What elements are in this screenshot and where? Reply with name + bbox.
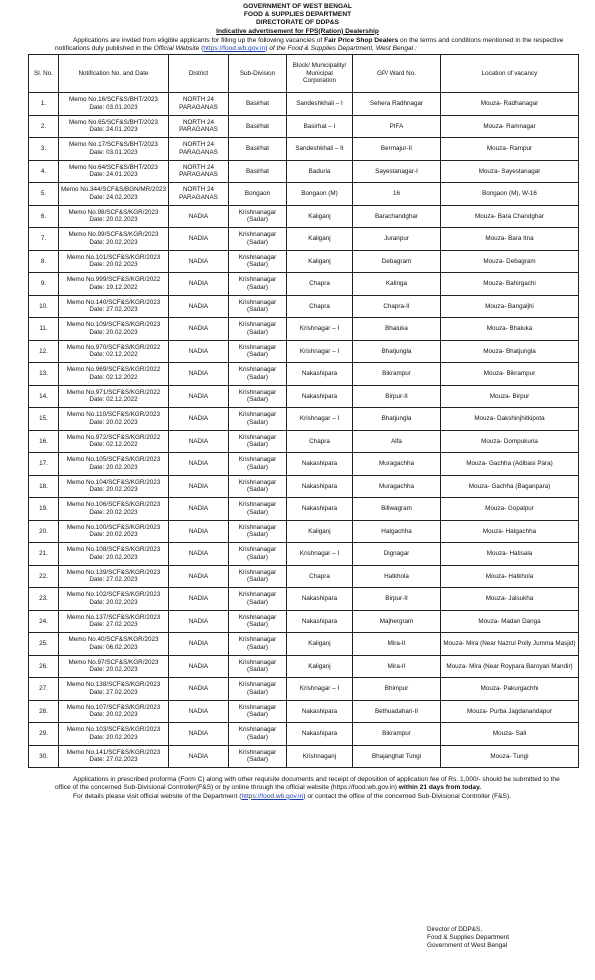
cell-district: NADIA	[169, 520, 229, 543]
cell-block: Nakashipara	[287, 363, 353, 386]
cell-notification: Memo No.107/SCF&S/KGR/2023 Date: 20.02.2023	[59, 700, 169, 723]
cell-sl-no: 4.	[29, 160, 59, 183]
cell-gp-ward: Alfa	[353, 430, 441, 453]
cell-sl-no: 1.	[29, 93, 59, 116]
cell-notification: Memo No.140/SCF&S/KGR/2023 Date: 27.02.2023	[59, 295, 169, 318]
cell-sl-no: 28.	[29, 700, 59, 723]
cell-district: NADIA	[169, 363, 229, 386]
cell-sub-division: Krishnanagar (Sadar)	[229, 228, 287, 251]
table-row	[29, 588, 579, 611]
cell-block: Sandeshkhali – II	[287, 138, 353, 161]
signature-title: Director of DDP&S,	[427, 926, 483, 933]
cell-sl-no: 10.	[29, 295, 59, 318]
cell-district: NADIA	[169, 295, 229, 318]
cell-district: NORTH 24 PARAGANAS	[169, 138, 229, 161]
cell-gp-ward: Bhatjungla	[353, 340, 441, 363]
cell-district: NADIA	[169, 228, 229, 251]
website-link[interactable]: https://food.wb.gov.in	[203, 45, 266, 53]
cell-block: Nakashipara	[287, 700, 353, 723]
cell-district: NADIA	[169, 633, 229, 656]
cell-sub-division: Krishnanagar (Sadar)	[229, 745, 287, 768]
cell-district: NADIA	[169, 610, 229, 633]
cell-location: Mouza- Bangaljhi	[441, 295, 579, 318]
cell-sl-no: 17.	[29, 453, 59, 476]
cell-notification: Memo No.970/SCF&S/KGR/2022 Date: 02.12.2022	[59, 340, 169, 363]
cell-location: Mouza- Mira (Near Roypara Baroyari Mandir)	[441, 655, 579, 678]
cell-gp-ward: Juranpur	[353, 228, 441, 251]
cell-sub-division: Basirhat	[229, 160, 287, 183]
cell-location: Mouza- Sali	[441, 723, 579, 746]
cell-sub-division: Krishnanagar (Sadar)	[229, 610, 287, 633]
footer-website-link[interactable]: https://food.wb.gov.in	[241, 792, 304, 800]
cell-sub-division: Krishnanagar (Sadar)	[229, 205, 287, 228]
cell-notification: Memo No.64/SCF&S/BHT/2023 Date: 24.01.2023	[59, 160, 169, 183]
cell-gp-ward: Bhatjungla	[353, 408, 441, 431]
cell-notification: Memo No.137/SCF&S/KGR/2023 Date: 27.02.2023	[59, 610, 169, 633]
cell-district: NADIA	[169, 543, 229, 566]
cell-notification: Memo No.97/SCF&S/KGR/2023 Date: 20.02.2023	[59, 655, 169, 678]
cell-block: Krishnaganj	[287, 745, 353, 768]
cell-sl-no: 29.	[29, 723, 59, 746]
header-department: FOOD & SUPPLIES DEPARTMENT	[243, 11, 352, 19]
cell-notification: Memo No.65/SCF&S/BHT/2023 Date: 24.01.2023	[59, 115, 169, 138]
cell-district: NORTH 24 PARAGANAS	[169, 183, 229, 206]
cell-notification: Memo No.344/SCF&S/BGN/MR/2023 Date: 24.02.2023	[59, 183, 169, 206]
cell-sub-division: Krishnanagar (Sadar)	[229, 475, 287, 498]
table-row	[29, 273, 579, 296]
cell-location: Mouza- Ramnagar	[441, 115, 579, 138]
cell-block: Nakashipara	[287, 588, 353, 611]
cell-notification: Memo No.141/SCF&S/KGR/2023 Date: 27.02.2023	[59, 745, 169, 768]
table-row	[29, 498, 579, 521]
cell-location: Mouza- Hatisala	[441, 543, 579, 566]
cell-sub-division: Krishnanagar (Sadar)	[229, 453, 287, 476]
cell-block: Kaliganj	[287, 633, 353, 656]
cell-district: NADIA	[169, 498, 229, 521]
cell-notification: Memo No.104/SCF&S/KGR/2023 Date: 20.02.2023	[59, 475, 169, 498]
header-title: Indicative advertisement for FPS(Ration) Dealership	[216, 27, 379, 35]
cell-sub-division: Krishnanagar (Sadar)	[229, 678, 287, 701]
cell-block: Kaliganj	[287, 205, 353, 228]
cell-location: Mouza- Hatkhola	[441, 565, 579, 588]
cell-block: Chapra	[287, 273, 353, 296]
cell-notification: Memo No.138/SCF&S/KGR/2023 Date: 27.02.2023	[59, 678, 169, 701]
col-header-sub-division: Sub-Division	[229, 55, 287, 93]
cell-block: Kaliganj	[287, 250, 353, 273]
cell-notification: Memo No.40/SCF&S/KGR/2023 Date: 06.02.2023	[59, 633, 169, 656]
cell-sub-division: Krishnanagar (Sadar)	[229, 318, 287, 341]
cell-block: Chapra	[287, 295, 353, 318]
cell-sub-division: Krishnanagar (Sadar)	[229, 543, 287, 566]
cell-block: Krishnagar – I	[287, 678, 353, 701]
cell-district: NADIA	[169, 205, 229, 228]
cell-district: NADIA	[169, 565, 229, 588]
table-row	[29, 723, 579, 746]
cell-sl-no: 9.	[29, 273, 59, 296]
cell-sub-division: Krishnanagar (Sadar)	[229, 498, 287, 521]
cell-block: Chapra	[287, 430, 353, 453]
cell-gp-ward: Bethuadahari-II	[353, 700, 441, 723]
cell-sl-no: 27.	[29, 678, 59, 701]
table-row	[29, 745, 579, 768]
cell-gp-ward: Sehera Radhnagar	[353, 93, 441, 116]
cell-notification: Memo No.105/SCF&S/KGR/2023 Date: 20.02.2023	[59, 453, 169, 476]
cell-location: Mouza- Madan Danga	[441, 610, 579, 633]
document-header	[0, 0, 595, 36]
cell-district: NADIA	[169, 318, 229, 341]
cell-sl-no: 14.	[29, 385, 59, 408]
cell-district: NADIA	[169, 678, 229, 701]
cell-location: Mouza- Tungi	[441, 745, 579, 768]
cell-sl-no: 18.	[29, 475, 59, 498]
table-body	[29, 93, 579, 768]
cell-block: Kaliganj	[287, 228, 353, 251]
cell-sl-no: 24.	[29, 610, 59, 633]
cell-gp-ward: Barachandghar	[353, 205, 441, 228]
cell-block: Krishnagar – I	[287, 318, 353, 341]
cell-notification: Memo No.999/SCF&S/KGR/2022 Date: 19.12.2022	[59, 273, 169, 296]
cell-sub-division: Krishnanagar (Sadar)	[229, 633, 287, 656]
footer-paragraph-1: Applications in prescribed proforma (Form C) along with other requisite documents and receipt of deposition of application fee of Rs. 1,000/- should be submitted to the office of the concerned Sub-Divisional Controller(F&S) or by online through the official website (https://food.wb.gov.in) within 21 days from today.	[55, 776, 560, 792]
cell-sl-no: 22.	[29, 565, 59, 588]
table-row	[29, 700, 579, 723]
table-row	[29, 633, 579, 656]
table-row	[29, 430, 579, 453]
table-row	[29, 363, 579, 386]
cell-sl-no: 2.	[29, 115, 59, 138]
cell-sl-no: 26.	[29, 655, 59, 678]
cell-location: Mouza- Bahirgachi	[441, 273, 579, 296]
cell-gp-ward: Sayestanagar-I	[353, 160, 441, 183]
cell-block: Kaliganj	[287, 655, 353, 678]
cell-sub-division: Bongaon	[229, 183, 287, 206]
cell-sub-division: Krishnanagar (Sadar)	[229, 408, 287, 431]
cell-gp-ward: PIFA	[353, 115, 441, 138]
cell-gp-ward: Birpur-II	[353, 385, 441, 408]
cell-district: NORTH 24 PARAGANAS	[169, 160, 229, 183]
cell-notification: Memo No.108/SCF&S/KGR/2023 Date: 20.02.2023	[59, 543, 169, 566]
cell-sub-division: Krishnanagar (Sadar)	[229, 430, 287, 453]
signature-government: Government of West Bengal	[427, 942, 508, 949]
cell-gp-ward: Birpur-II	[353, 588, 441, 611]
cell-notification: Memo No.109/SCF&S/KGR/2023 Date: 20.02.2023	[59, 318, 169, 341]
cell-notification: Memo No.139/SCF&S/KGR/2023 Date: 27.02.2023	[59, 565, 169, 588]
footer-paragraph-2: For details please visit official website of the Department (https://food.wb.gov.in) or contact the office of the concerned Sub-Divisional Controller (F&S).	[73, 792, 511, 800]
cell-district: NADIA	[169, 408, 229, 431]
cell-district: NADIA	[169, 453, 229, 476]
table-row	[29, 610, 579, 633]
cell-location: Mouza- Rampur	[441, 138, 579, 161]
cell-district: NORTH 24 PARAGANAS	[169, 115, 229, 138]
cell-sl-no: 30.	[29, 745, 59, 768]
cell-location: Mouza- Pakurgachhi	[441, 678, 579, 701]
cell-sub-division: Basirhat	[229, 115, 287, 138]
cell-gp-ward: Hatkhola	[353, 565, 441, 588]
cell-gp-ward: Muragachha	[353, 475, 441, 498]
cell-location: Mouza- Gachha (Baganpara)	[441, 475, 579, 498]
cell-location: Mouza- Mira (Near Nazrul Polly Jumma Masjid)	[441, 633, 579, 656]
cell-sub-division: Basirhat	[229, 93, 287, 116]
cell-notification: Memo No.101/SCF&S/KGR/2023 Date: 20.02.2023	[59, 250, 169, 273]
cell-sub-division: Krishnanagar (Sadar)	[229, 273, 287, 296]
cell-notification: Memo No.103/SCF&S/KGR/2023 Date: 20.02.2023	[59, 723, 169, 746]
cell-location: Mouza- Hatgachha	[441, 520, 579, 543]
cell-sl-no: 5.	[29, 183, 59, 206]
cell-block: Kaliganj	[287, 520, 353, 543]
cell-sl-no: 19.	[29, 498, 59, 521]
col-header-sl-no: Sl. No.	[29, 55, 59, 93]
cell-district: NADIA	[169, 655, 229, 678]
cell-location: Mouza- Bara Itna	[441, 228, 579, 251]
col-header-location: Location of vacancy	[441, 55, 579, 93]
cell-sub-division: Krishnanagar (Sadar)	[229, 340, 287, 363]
table-row	[29, 520, 579, 543]
cell-block: Bongaon (M)	[287, 183, 353, 206]
cell-gp-ward: Hatgachha	[353, 520, 441, 543]
table-row	[29, 318, 579, 341]
table-row	[29, 655, 579, 678]
cell-gp-ward: Mira-II	[353, 633, 441, 656]
cell-location: Mouza- Gopalpur	[441, 498, 579, 521]
cell-sl-no: 16.	[29, 430, 59, 453]
cell-notification: Memo No.16/SCF&S/BHT/2023 Date: 03.01.2023	[59, 93, 169, 116]
cell-sub-division: Krishnanagar (Sadar)	[229, 588, 287, 611]
cell-district: NADIA	[169, 340, 229, 363]
table-row	[29, 295, 579, 318]
cell-sub-division: Krishnanagar (Sadar)	[229, 520, 287, 543]
cell-sl-no: 23.	[29, 588, 59, 611]
cell-location: Mouza- Dakshinjhitkipota	[441, 408, 579, 431]
header-government: GOVERNMENT OF WEST BENGAL	[243, 3, 352, 10]
cell-district: NADIA	[169, 273, 229, 296]
cell-sub-division: Krishnanagar (Sadar)	[229, 250, 287, 273]
cell-notification: Memo No.17/SCF&S/BHT/2023 Date: 03.01.2023	[59, 138, 169, 161]
cell-block: Krishnagar – I	[287, 543, 353, 566]
cell-location: Mouza- Purba Jagdanandapur	[441, 700, 579, 723]
cell-location: Mouza- Debagram	[441, 250, 579, 273]
cell-district: NADIA	[169, 475, 229, 498]
table-row	[29, 93, 579, 116]
cell-sub-division: Krishnanagar (Sadar)	[229, 723, 287, 746]
vacancy-table	[28, 54, 579, 768]
cell-gp-ward: Bhajanghat Tungi	[353, 745, 441, 768]
cell-gp-ward: Muragachha	[353, 453, 441, 476]
cell-sl-no: 13.	[29, 363, 59, 386]
table-row	[29, 385, 579, 408]
cell-location: Mouza- Birpur	[441, 385, 579, 408]
cell-block: Nakashipara	[287, 475, 353, 498]
cell-notification: Memo No.98/SCF&S/KGR/2023 Date: 20.02.2023	[59, 205, 169, 228]
col-header-gp-ward: GP/ Ward No.	[353, 55, 441, 93]
cell-block: Sandeshkhali – I	[287, 93, 353, 116]
cell-location: Mouza- Dompukuria	[441, 430, 579, 453]
table-row	[29, 160, 579, 183]
table-row	[29, 453, 579, 476]
cell-sl-no: 12.	[29, 340, 59, 363]
cell-location: Mouza- Bhaluka	[441, 318, 579, 341]
cell-sub-division: Krishnanagar (Sadar)	[229, 385, 287, 408]
col-header-notification: Notification No. and Date	[59, 55, 169, 93]
cell-sl-no: 3.	[29, 138, 59, 161]
table-row	[29, 543, 579, 566]
cell-notification: Memo No.102/SCF&S/KGR/2023 Date: 20.02.2023	[59, 588, 169, 611]
cell-block: Nakashipara	[287, 610, 353, 633]
cell-location: Mouza- Sayestanagar	[441, 160, 579, 183]
cell-location: Mouza- Gachha (Adibasi Para)	[441, 453, 579, 476]
cell-sl-no: 6.	[29, 205, 59, 228]
header-directorate: DIRECTORATE OF DDP&S	[256, 19, 339, 27]
cell-notification: Memo No.110/SCF&S/KGR/2023 Date: 20.02.2023	[59, 408, 169, 431]
cell-gp-ward: Kalinga	[353, 273, 441, 296]
table-row	[29, 340, 579, 363]
table-row	[29, 138, 579, 161]
cell-location: Mouza- Radhanagar	[441, 93, 579, 116]
table-row	[29, 565, 579, 588]
cell-gp-ward: 16	[353, 183, 441, 206]
cell-sub-division: Krishnanagar (Sadar)	[229, 565, 287, 588]
intro-paragraph: Applications are invited from eligible applicants for filling up the following vacancies of Fair Price Shop Dealers on the terms and conditions mentioned in the respective notifications duly published in the Official Website (https://food.wb.gov.in) of the Food & Supplies Department, West Bengal :	[55, 36, 564, 53]
table-header-row	[29, 55, 579, 93]
cell-gp-ward: Bermajur-II	[353, 138, 441, 161]
cell-sl-no: 15.	[29, 408, 59, 431]
cell-gp-ward: Debagram	[353, 250, 441, 273]
cell-notification: Memo No.99/SCF&S/KGR/2023 Date: 20.02.2023	[59, 228, 169, 251]
cell-district: NADIA	[169, 250, 229, 273]
table-row	[29, 115, 579, 138]
col-header-block: Block/ Municipality/ Municipal Corporation	[287, 55, 353, 93]
cell-sub-division: Krishnanagar (Sadar)	[229, 363, 287, 386]
table-row	[29, 228, 579, 251]
table-row	[29, 408, 579, 431]
cell-sl-no: 8.	[29, 250, 59, 273]
cell-gp-ward: Bikrampur	[353, 723, 441, 746]
cell-location: Mouza- Bikrampur	[441, 363, 579, 386]
cell-sub-division: Krishnanagar (Sadar)	[229, 295, 287, 318]
cell-sl-no: 25.	[29, 633, 59, 656]
cell-notification: Memo No.969/SCF&S/KGR/2022 Date: 02.12.2022	[59, 363, 169, 386]
cell-location: Bongaon (M), W-16	[441, 183, 579, 206]
footer-notes	[55, 776, 565, 801]
cell-block: Baduria	[287, 160, 353, 183]
table-row	[29, 475, 579, 498]
cell-gp-ward: Majhergram	[353, 610, 441, 633]
cell-district: NORTH 24 PARAGANAS	[169, 93, 229, 116]
cell-block: Chapra	[287, 565, 353, 588]
cell-location: Mouza- Bhatjungla	[441, 340, 579, 363]
cell-district: NADIA	[169, 745, 229, 768]
cell-district: NADIA	[169, 700, 229, 723]
cell-block: Basirhat – I	[287, 115, 353, 138]
cell-notification: Memo No.106/SCF&S/KGR/2023 Date: 20.02.2023	[59, 498, 169, 521]
cell-notification: Memo No.972/SCF&S/KGR/2022 Date: 02.12.2022	[59, 430, 169, 453]
cell-gp-ward: Bikrampur	[353, 363, 441, 386]
table-row	[29, 678, 579, 701]
table-row	[29, 183, 579, 206]
cell-notification: Memo No.100/SCF&S/KGR/2023 Date: 20.02.2023	[59, 520, 169, 543]
cell-block: Nakashipara	[287, 498, 353, 521]
cell-block: Nakashipara	[287, 723, 353, 746]
cell-block: Nakashipara	[287, 385, 353, 408]
cell-gp-ward: Bhaluka	[353, 318, 441, 341]
cell-district: NADIA	[169, 588, 229, 611]
cell-gp-ward: Chapra-II	[353, 295, 441, 318]
cell-sl-no: 21.	[29, 543, 59, 566]
cell-gp-ward: Billwagram	[353, 498, 441, 521]
cell-sub-division: Krishnanagar (Sadar)	[229, 655, 287, 678]
cell-gp-ward: Dignagar	[353, 543, 441, 566]
cell-notification: Memo No.971/SCF&S/KGR/2022 Date: 02.12.2022	[59, 385, 169, 408]
table-row	[29, 250, 579, 273]
cell-district: NADIA	[169, 723, 229, 746]
cell-district: NADIA	[169, 385, 229, 408]
cell-sl-no: 11.	[29, 318, 59, 341]
cell-block: Nakashipara	[287, 453, 353, 476]
cell-sl-no: 20.	[29, 520, 59, 543]
cell-sub-division: Basirhat	[229, 138, 287, 161]
table-row	[29, 205, 579, 228]
cell-sl-no: 7.	[29, 228, 59, 251]
cell-district: NADIA	[169, 430, 229, 453]
signature-department: Food & Supplies Department	[427, 934, 510, 941]
cell-gp-ward: Bhimpur	[353, 678, 441, 701]
cell-block: Krishnagar – I	[287, 408, 353, 431]
cell-sub-division: Krishnanagar (Sadar)	[229, 700, 287, 723]
signature-block	[427, 926, 509, 950]
cell-block: Krishnagar – I	[287, 340, 353, 363]
cell-location: Mouza- Jalsukha	[441, 588, 579, 611]
col-header-district: District	[169, 55, 229, 93]
cell-location: Mouza- Bara Chandghar	[441, 205, 579, 228]
cell-gp-ward: Mira-II	[353, 655, 441, 678]
